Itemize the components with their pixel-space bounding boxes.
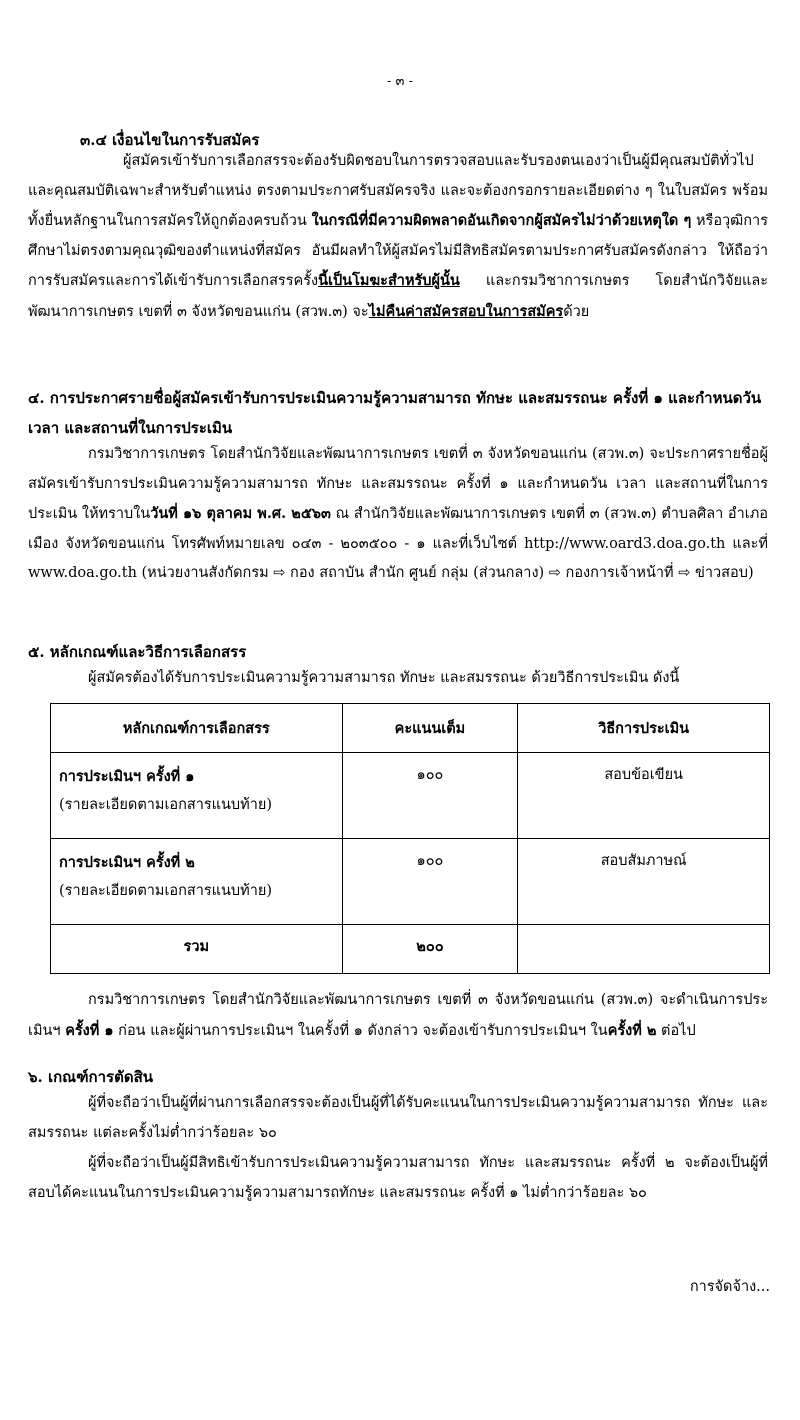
- total-empty: [518, 925, 770, 974]
- page-number: - ๓ -: [387, 74, 413, 89]
- table-row: [51, 753, 770, 839]
- section-3-4-title: ๓.๔ เงื่อนไขในการรับสมัคร: [80, 131, 260, 149]
- arrow-right-icon: ⇨: [678, 565, 691, 581]
- section-5-after-paragraph: กรมวิชาการเกษตร โดยสำนักวิจัยและพัฒนาการเกษตร เขตที่ ๓ จังหวัดขอนแก่น (สวพ.๓) จะดำเนินการประเมินฯ ครั้งที่ ๑ ก่อน และผู้ผ่านการประเมินฯ ในครั้งที่ ๑ ดังกล่าว จะต้องเข้ารับการประเมินฯ ในครั้งที่ ๒ ต่อไป: [28, 992, 768, 1039]
- no-refund-clause: ไม่คืนค่าสมัครสอบในการสมัคร: [368, 302, 564, 320]
- total-row: [51, 925, 770, 974]
- criteria-note: (รายละเอียดตามเอกสารแนบท้าย): [59, 883, 272, 899]
- section-6-paragraph-1: ผู้ที่จะถือว่าเป็นผู้ที่ผ่านการเลือกสรรจะต้องเป็นผู้ที่ได้รับคะแนนในการประเมินความรู้ความสามารถ ทักษะ และสมรรถนะ แต่ละครั้งไม่ต่ำกว่าร้อยละ ๖๐: [28, 1095, 768, 1141]
- header-method: วิธีการประเมิน: [518, 704, 770, 753]
- table-row: [51, 839, 770, 925]
- method-cell: สอบสัมภาษณ์: [518, 839, 770, 925]
- section-5-title: ๕. หลักเกณฑ์และวิธีการเลือกสรร: [28, 643, 247, 661]
- section-5-intro: ผู้สมัครต้องได้รับการประเมินความรู้ความสามารถ ทักษะ และสมรรถนะ ด้วยวิธีการประเมิน ดังนี้: [88, 670, 680, 686]
- score-cell: ๑๐๐: [342, 753, 518, 839]
- criteria-table: [50, 703, 770, 974]
- continuation-text: การจัดจ้าง...: [689, 1279, 770, 1295]
- total-label: รวม: [51, 925, 343, 974]
- header-criteria: หลักเกณฑ์การเลือกสรร: [51, 704, 343, 753]
- criteria-note: (รายละเอียดตามเอกสารแนบท้าย): [59, 797, 272, 813]
- section-4-paragraph: กรมวิชาการเกษตร โดยสำนักวิจัยและพัฒนาการเกษตร เขตที่ ๓ จังหวัดขอนแก่น (สวพ.๓) จะประกาศรายชื่อผู้สมัครเข้ารับการประเมินความรู้ความสามารถ ทักษะ และสมรรถนะ ครั้งที่ ๑ และกำหนดวัน เวลา และสถานที่ในการประเมิน ให้ทราบในวันที่ ๑๖ ตุลาคม พ.ศ. ๒๕๖๓ ณ สำนักวิจัยและพัฒนาการเกษตร เขตที่ ๓ (สวพ.๓) ตำบลศิลา อำเภอเมือง จังหวัดขอนแก่น โทรศัพท์หมายเลข ๐๔๓ - ๒๐๓๕๐๐ - ๑ และที่เว็บไซต์ http://www.oard3.doa.go.th และที่ www.doa.go.th (หน่วยงานสังกัดกรม ⇨ กอง สถาบัน สำนัก ศูนย์ กลุ่ม (ส่วนกลาง) ⇨ กองการเจ้าหน้าที่ ⇨ ข่าวสอบ): [28, 446, 769, 581]
- method-cell: สอบข้อเขียน: [518, 753, 770, 839]
- section-4-title: ๔. การประกาศรายชื่อผู้สมัครเข้ารับการประเมินความรู้ความสามารถ ทักษะ และสมรรถนะ ครั้งที่ ๑ และกำหนดวัน เวลา และสถานที่ในการประเมิน: [28, 389, 762, 437]
- table-header-row: [51, 704, 770, 753]
- arrow-right-icon: ⇨: [548, 565, 561, 581]
- section-6-title: ๖. เกณฑ์การตัดสิน: [28, 1068, 153, 1086]
- section-6-paragraph-2: ผู้ที่จะถือว่าเป็นผู้มีสิทธิเข้ารับการประเมินความรู้ความสามารถ ทักษะ และสมรรถนะ ครั้งที่ ๒ จะต้องเป็นผู้ที่สอบได้คะแนนในการประเมินความรู้ความสามารถทักษะ และสมรรถนะ ครั้งที่ ๑ ไม่ต่ำกว่าร้อยละ ๖๐: [28, 1155, 768, 1201]
- criteria-name: การประเมินฯ ครั้งที่ ๒: [59, 854, 195, 871]
- total-score: ๒๐๐: [342, 925, 518, 974]
- void-clause: นี้เป็นโมฆะสำหรับผู้นั้น: [318, 272, 460, 289]
- arrow-right-icon: ⇨: [273, 565, 286, 581]
- error-clause: ในกรณีที่มีความผิดพลาดอันเกิดจากผู้สมัครไม่ว่าด้วยเหตุใด ๆ: [311, 212, 692, 229]
- announcement-date: วันที่ ๑๖ ตุลาคม พ.ศ. ๒๕๖๓: [150, 505, 331, 522]
- score-cell: ๑๐๐: [342, 839, 518, 925]
- section-3-4-paragraph: ผู้สมัครเข้ารับการเลือกสรรจะต้องรับผิดชอบในการตรวจสอบและรับรองตนเองว่าเป็นผู้มีคุณสมบัติทั่วไปและคุณสมบัติเฉพาะสำหรับตำแหน่ง ตรงตามประกาศรับสมัครจริง และจะต้องกรอกรายละเอียดต่าง ๆ ในใบสมัคร พร้อมทั้งยื่นหลักฐานในการสมัครให้ถูกต้องครบถ้วน ในกรณีที่มีความผิดพลาดอันเกิดจากผู้สมัครไม่ว่าด้วยเหตุใด ๆ หรือวุฒิการศึกษาไม่ตรงตามคุณวุฒิของตำแหน่งที่สมัคร อันมีผลทำให้ผู้สมัครไม่มีสิทธิสมัครตามประกาศรับสมัครดังกล่าว ให้ถือว่าการรับสมัครและการได้เข้ารับการเลือกสรรครั้งนี้เป็นโมฆะสำหรับผู้นั้น และกรมวิชาการเกษตร โดยสำนักวิจัยและพัฒนาการเกษตร เขตที่ ๓ จังหวัดขอนแก่น (สวพ.๓) จะไม่คืนค่าสมัครสอบในการสมัครด้วย: [28, 153, 768, 320]
- criteria-name: การประเมินฯ ครั้งที่ ๑: [59, 768, 195, 785]
- header-full-score: คะแนนเต็ม: [342, 704, 518, 753]
